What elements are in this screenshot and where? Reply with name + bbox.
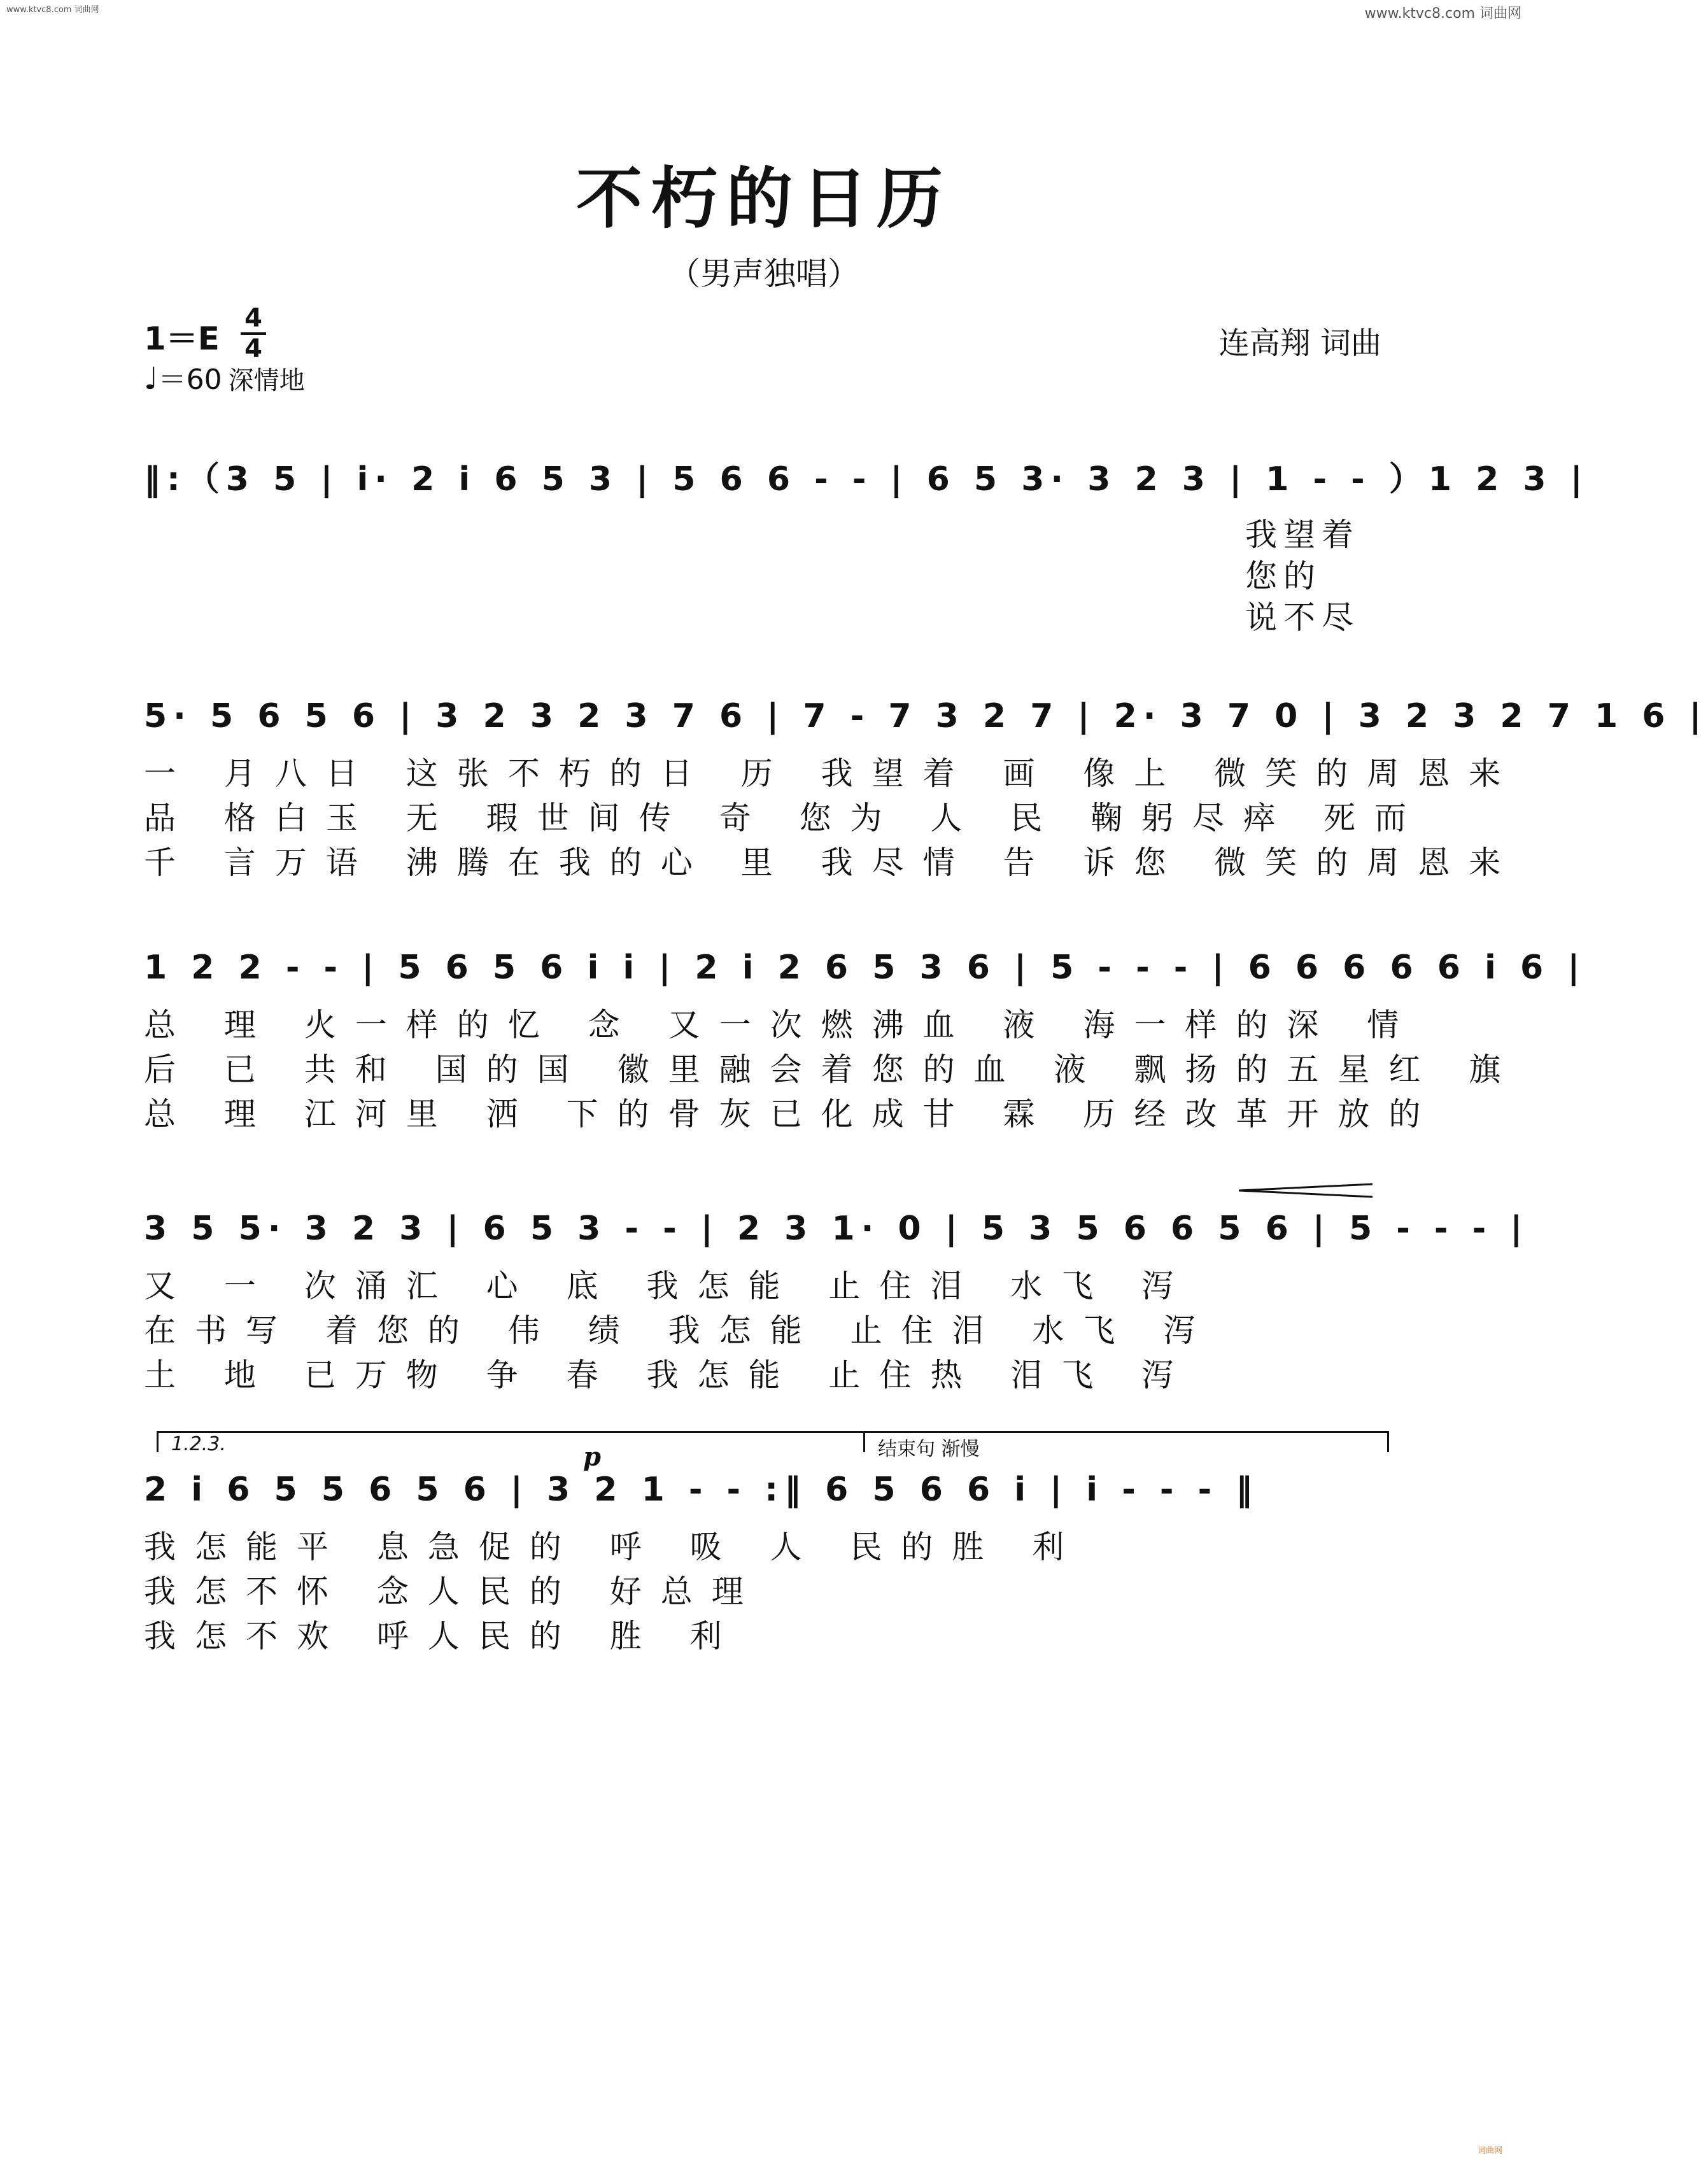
dynamic-mark: p <box>583 1442 601 1472</box>
lyric-verse-1: 又 一 次涌汇 心 底 我怎能 止住泪 水飞 泻 <box>144 1268 1193 1304</box>
time-signature-top: 4 <box>244 304 262 333</box>
tempo-value: ＝60 <box>158 364 222 396</box>
watermark-left: www.ktvc8.com 词曲网 <box>6 5 99 15</box>
lyric-verse-3: 千 言万语 沸腾在我的心 里 我尽情 告 诉您 微笑的周恩来 <box>144 844 1520 881</box>
lyric-verse-3: 土 地 已万物 争 春 我怎能 止住热 泪飞 泻 <box>144 1357 1193 1394</box>
quarter-note-icon: ♩ <box>144 361 159 397</box>
lyric-verse-2: 我怎不怀 念人民的 好总理 <box>144 1573 763 1610</box>
notation-text: 1 2 2 - - | 5 6 5 6 i i | 2 i 2 6 5 3 6 | 5 - - - | 6 6 6 6 6 i 6 | <box>144 949 1586 987</box>
time-signature-bottom: 4 <box>244 334 262 364</box>
notation-line <box>144 949 1586 993</box>
lyric-verse-2: 后 已 共和 国的国 徽里融会着您的血 液 飘扬的五星红 旗 <box>144 1051 1520 1088</box>
notation-line <box>144 697 1708 742</box>
notation-text: 5· 5 6 5 6 | 3 2 3 2 3 7 6 | 7 - 7 3 2 7 | 2· 3 7 0 | 3 2 3 2 7 1 6 | <box>144 697 1708 735</box>
song-subtitle: （男声独唱） <box>668 255 859 292</box>
notation-line <box>144 452 1589 498</box>
notation-text: 3 5 5· 3 2 3 | 6 5 3 - - | 2 3 1· 0 | 5 3 5 6 6 5 6 | 5 - - - | <box>144 1210 1529 1248</box>
notation-line <box>144 1471 1385 1515</box>
song-title: 不朽的日历 <box>575 159 952 237</box>
lyric-verse-2: 品 格白玉 无 瑕世间传 奇 您为 人 民 鞠躬尽瘁 死而 <box>144 800 1426 837</box>
volta-second-ending: 结束句 渐慢 <box>863 1431 1389 1452</box>
notation-text: ‖:（3 5 | i· 2 i 6 5 3 | 5 6 6 - - | 6 5 3· 3 2 3 | 1 - - ）1 2 3 | <box>144 460 1589 498</box>
notation-text: 2 i 6 5 5 6 5 6 | 3 2 1 - - :‖ 6 5 6 6 i | i - - - ‖ <box>144 1471 1259 1509</box>
lyric-verse-1: 我怎能平 息急促的 呼 吸 人 民的胜 利 <box>144 1529 1083 1565</box>
decrescendo-hairpin-icon <box>1239 1183 1373 1198</box>
tempo-marking <box>144 357 305 397</box>
watermark-bottom: 词曲网 <box>1477 2146 1502 2156</box>
lyric-verse-1: 总 理 火一样的忆 念 又一次燃沸血 液 海一样的深 情 <box>144 1007 1418 1043</box>
crescendo-mark <box>1239 1183 1373 1198</box>
expression-mark: 深情地 <box>228 366 305 395</box>
watermark-right: www.ktvc8.com 词曲网 <box>1364 6 1521 22</box>
composer-credit: 连高翔 词曲 <box>1218 325 1381 361</box>
lyric-verse-3: 我怎不欢 呼人民的 胜 利 <box>144 1618 741 1655</box>
lyric-verse-3: 说不尽 <box>1245 599 1360 636</box>
lyric-verse-1: 我望着 <box>1245 516 1360 553</box>
key-signature: 1＝E <box>144 320 220 357</box>
lyric-verse-2: 您的 <box>1245 558 1322 595</box>
volta-first-ending: 1.2.3. <box>157 1431 872 1452</box>
lyric-verse-2: 在书写 着您的 伟 绩 我怎能 止住泪 水飞 泻 <box>144 1312 1215 1349</box>
lyric-verse-3: 总 理 江河里 洒 下的骨灰已化成甘 霖 历经改革开放的 <box>144 1096 1440 1133</box>
lyric-verse-1: 一 月八日 这张不朽的日 历 我望着 画 像上 微笑的周恩来 <box>144 755 1520 792</box>
notation-line <box>144 1210 1529 1254</box>
time-signature <box>241 306 266 362</box>
